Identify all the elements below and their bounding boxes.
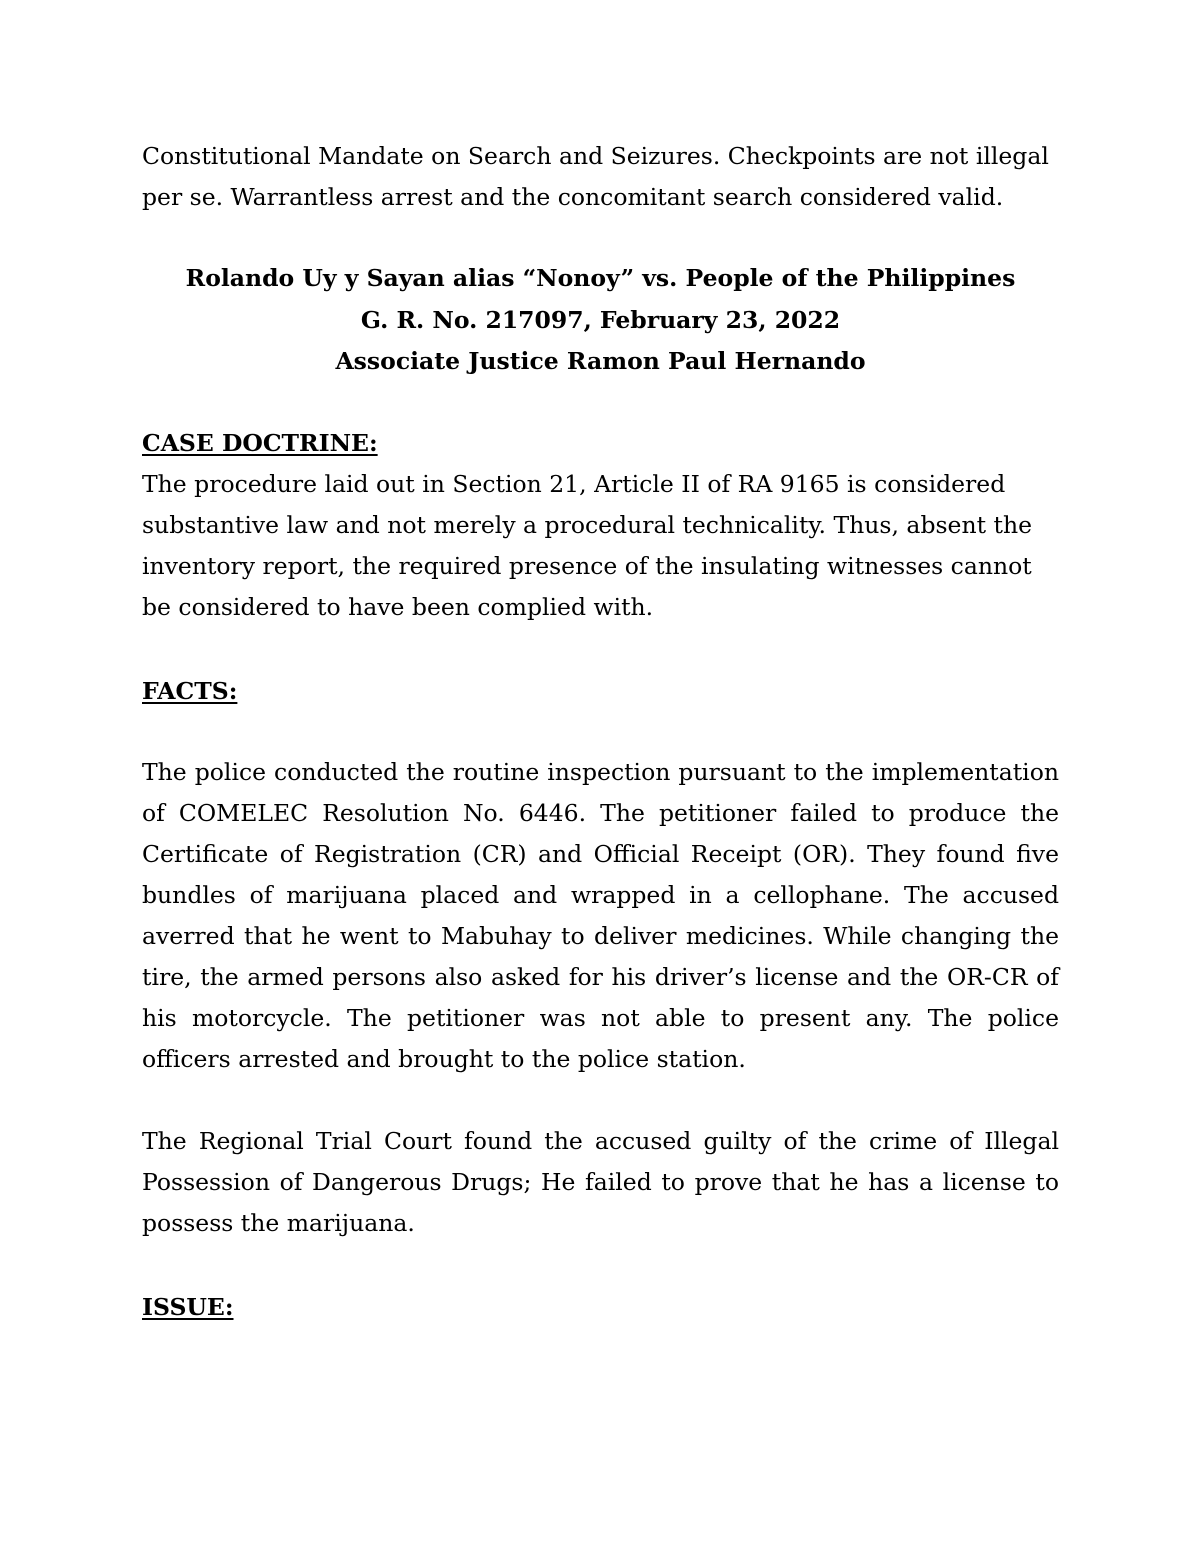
facts-paragraph-1: The police conducted the routine inspection pursuant to the implementation of COMELEC Resolution No. 6446. The petitioner failed to produce the Certificate of Registration (CR) and Official Receipt (OR). They found five bundles of marijuana placed and wrapped in a cellophane. The accused averred that he went to Mabuhay to deliver medicines. While changing the tire, the armed persons also asked for his driver’s license and the OR-CR of his motorcycle. The petitioner was not able to present any. The police officers arrested and brought to the police station.	[142, 758, 1059, 1073]
issue-heading: ISSUE:	[142, 1293, 234, 1321]
case-caption	[142, 258, 1059, 383]
case-doctrine-heading: CASE DOCTRINE:	[142, 429, 378, 457]
case-title: Rolando Uy y Sayan alias “Nonoy” vs. People of the Philippines	[185, 264, 1016, 292]
gr-number: G. R. No. 217097, February 23, 2022	[360, 305, 841, 334]
facts-heading: FACTS:	[142, 677, 238, 705]
case-doctrine-paragraph: The procedure laid out in Section 21, Article II of RA 9165 is considered substantive law and not merely a procedural technicality. Thus, absent the inventory report, the required presence of the insulating witnesses cannot be considered to have been complied with.	[142, 470, 1032, 621]
facts-paragraph-2: The Regional Trial Court found the accused guilty of the crime of Illegal Possession of Dangerous Drugs; He failed to prove that he has a license to possess the marijuana.	[142, 1127, 1059, 1237]
ponente: Associate Justice Ramon Paul Hernando	[335, 347, 866, 375]
intro-paragraph: Constitutional Mandate on Search and Seizures. Checkpoints are not illegal per se. Warrantless arrest and the concomitant search considered valid.	[142, 142, 1049, 211]
